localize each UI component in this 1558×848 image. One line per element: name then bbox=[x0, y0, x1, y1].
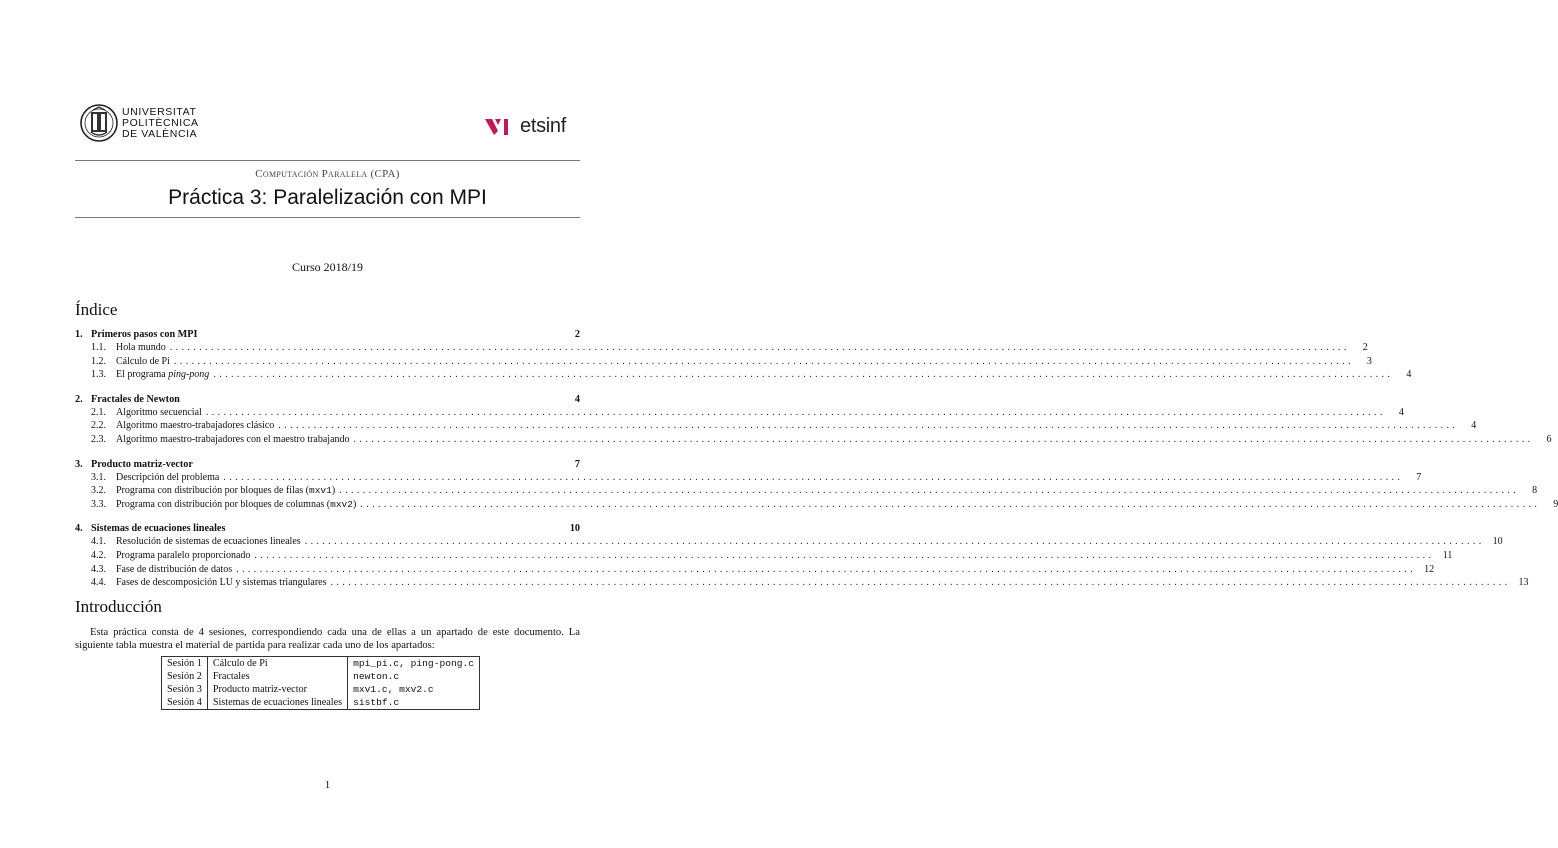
toc-entry-number: 2.2. bbox=[91, 420, 106, 432]
toc-leader-dots: ........................................................................................................................................................................................................ bbox=[304, 536, 1485, 548]
files-cell: newton.c bbox=[348, 670, 480, 683]
toc-entry-label: Fases de descomposición LU y sistemas triangulares bbox=[116, 577, 327, 589]
toc-leader-dots: ........................................................................................................................................................................................................ bbox=[353, 433, 1534, 445]
toc-section-title bbox=[75, 393, 180, 406]
toc-entry-number: 4.3. bbox=[91, 563, 106, 575]
toc-entry-number: 3.3. bbox=[91, 498, 106, 510]
toc-entry-label-code: mxv1 bbox=[309, 485, 332, 497]
toc-leader-dots: ........................................................................................................................................................................................................ bbox=[339, 485, 1520, 497]
sessions-table bbox=[161, 656, 480, 710]
course-name: Computación Paralela (CPA) bbox=[255, 168, 400, 180]
toc-section-title bbox=[75, 328, 198, 341]
toc-section-title bbox=[75, 458, 193, 471]
toc-leader-dots: ........................................................................................................................................................................................................ bbox=[278, 420, 1459, 432]
toc-entry-page: 4 bbox=[1471, 420, 1477, 432]
toc-entry-label bbox=[116, 498, 356, 512]
toc-leader-dots: ........................................................................................................................................................................................................ bbox=[205, 406, 1386, 418]
toc-entry-label: Programa paralelo proporcionado bbox=[116, 549, 251, 561]
toc-entry-label bbox=[116, 484, 335, 498]
toc-entry[interactable] bbox=[75, 535, 1503, 549]
toc-section-number: 4. bbox=[75, 523, 83, 535]
toc-entry-page: 4 bbox=[1398, 406, 1404, 418]
toc-heading: Índice bbox=[75, 300, 118, 319]
toc-entry[interactable] bbox=[75, 406, 1404, 420]
toc-section-page: 2 bbox=[574, 329, 580, 340]
toc-entry-page: 9 bbox=[1553, 498, 1558, 510]
files-cell: mxv1.c, mxv2.c bbox=[348, 683, 480, 696]
toc-entry-page: 6 bbox=[1546, 433, 1552, 445]
toc-entry-label: Descripción del problema bbox=[116, 471, 220, 483]
toc-section[interactable] bbox=[75, 328, 580, 341]
toc-leader-dots: ........................................................................................................................................................................................................ bbox=[236, 563, 1417, 575]
toc-section-group bbox=[75, 393, 1552, 447]
toc-section-page: 7 bbox=[574, 458, 580, 470]
toc-entry-label: Cálculo de Pi bbox=[116, 355, 170, 367]
upv-name bbox=[122, 107, 199, 140]
session-cell: Sesión 4 bbox=[162, 696, 208, 710]
upv-line-3: DE VALÈNCIA bbox=[122, 127, 198, 140]
toc-section-number: 2. bbox=[75, 393, 83, 405]
upv-line-1: UNIVERSITAT bbox=[122, 105, 197, 118]
toc-section-label: Fractales de Newton bbox=[91, 393, 180, 405]
header-rule-bottom bbox=[75, 217, 580, 218]
toc-entry-page: 4 bbox=[1406, 369, 1412, 381]
table-row bbox=[162, 696, 480, 710]
toc-entry-number: 3.1. bbox=[91, 471, 106, 483]
toc-section-group bbox=[75, 458, 1558, 512]
upv-logo bbox=[80, 102, 199, 144]
etsinf-mark-icon bbox=[485, 117, 515, 137]
academic-year: Curso 2018/19 bbox=[291, 260, 363, 274]
files-cell: sistbf.c bbox=[348, 696, 480, 710]
toc-entry-label-text: Programa con distribución por bloques de columnas ( bbox=[116, 498, 331, 510]
toc-leader-dots: ........................................................................................................................................................................................................ bbox=[254, 549, 1435, 561]
topic-cell: Sistemas de ecuaciones lineales bbox=[207, 696, 347, 710]
toc-leader-dots: ........................................................................................................................................................................................................ bbox=[213, 369, 1394, 381]
toc-entry[interactable] bbox=[75, 341, 1368, 355]
toc-entry-label-code: mxv2 bbox=[330, 498, 353, 510]
toc-entry[interactable] bbox=[75, 433, 1552, 447]
toc-entry-number: 1.3. bbox=[91, 369, 106, 381]
toc-section-page: 10 bbox=[569, 523, 580, 535]
toc-entry-label-suffix: ) bbox=[352, 498, 357, 510]
toc-leader-dots: ........................................................................................................................................................................................................ bbox=[169, 342, 1350, 353]
toc-entry-page: 7 bbox=[1416, 471, 1422, 483]
intro-heading: Introducción bbox=[75, 597, 162, 616]
session-cell: Sesión 3 bbox=[162, 683, 208, 696]
topic-cell: Producto matriz-vector bbox=[207, 683, 347, 696]
toc-entry-number: 4.4. bbox=[91, 577, 106, 589]
toc-section[interactable] bbox=[75, 393, 580, 406]
toc-entry-page: 13 bbox=[1518, 577, 1529, 589]
toc-entry-label bbox=[116, 368, 209, 382]
toc-section-label: Sistemas de ecuaciones lineales bbox=[91, 523, 226, 535]
session-cell: Sesión 2 bbox=[162, 670, 208, 683]
toc-entry-page: 12 bbox=[1424, 563, 1435, 575]
toc-section-label: Primeros pasos con MPI bbox=[91, 329, 198, 340]
toc-entry[interactable] bbox=[75, 549, 1453, 563]
topic-cell: Fractales bbox=[207, 670, 347, 683]
toc-section-group bbox=[75, 328, 1412, 382]
toc-entry-label-text: El programa bbox=[116, 369, 169, 381]
toc-entry-label: Algoritmo maestro-trabajadores con el maestro trabajando bbox=[116, 433, 350, 445]
toc-entry-label-emphasis: ping-pong bbox=[168, 369, 210, 381]
toc-entry-number: 1.1. bbox=[91, 342, 106, 353]
toc-section-label: Producto matriz-vector bbox=[91, 458, 193, 470]
toc-entry[interactable] bbox=[75, 368, 1412, 382]
intro-paragraph: Esta práctica consta de 4 sesiones, correspondiendo cada una de ellas a un apartado de este documento. La siguiente tabla muestra el material de partida para realizar cada uno de los apartados: bbox=[75, 627, 580, 651]
page-title: Práctica 3: Paralelización con MPI bbox=[168, 186, 487, 209]
files-cell: mpi_pi.c, ping-pong.c bbox=[348, 657, 480, 671]
toc-section[interactable] bbox=[75, 458, 580, 471]
table-of-contents bbox=[75, 328, 1558, 601]
toc-entry-number: 3.2. bbox=[91, 485, 106, 497]
toc-entry-label: Hola mundo bbox=[116, 342, 166, 353]
toc-section-number: 3. bbox=[75, 458, 83, 470]
session-cell: Sesión 1 bbox=[162, 657, 208, 671]
toc-entry-label: Algoritmo maestro-trabajadores clásico bbox=[116, 420, 275, 432]
toc-entry-number: 4.2. bbox=[91, 549, 106, 561]
toc-section[interactable] bbox=[75, 522, 580, 535]
toc-entry-number: 2.1. bbox=[91, 406, 106, 418]
table-row bbox=[162, 670, 480, 683]
upv-line-2: POLITÈCNICA bbox=[122, 116, 199, 129]
toc-entry-number: 1.2. bbox=[91, 355, 106, 367]
toc-leader-dots: ........................................................................................................................................................................................................ bbox=[330, 577, 1511, 589]
toc-entry[interactable] bbox=[75, 563, 1435, 577]
toc-entry-page: 10 bbox=[1492, 536, 1503, 548]
toc-entry[interactable] bbox=[75, 419, 1477, 433]
toc-leader-dots: ........................................................................................................................................................................................................ bbox=[173, 355, 1354, 367]
toc-entry-label: Fase de distribución de datos bbox=[116, 563, 233, 575]
topic-cell: Cálculo de Pi bbox=[207, 657, 347, 671]
toc-section-number: 1. bbox=[75, 329, 83, 340]
toc-entry[interactable] bbox=[75, 484, 1538, 498]
toc-entry[interactable] bbox=[75, 576, 1529, 590]
toc-entry-page: 11 bbox=[1442, 549, 1453, 561]
toc-entry-label: Algoritmo secuencial bbox=[116, 406, 202, 418]
toc-section-title bbox=[75, 522, 225, 535]
toc-entry-label-suffix: ) bbox=[331, 485, 336, 497]
page-number: 1 bbox=[324, 779, 331, 791]
toc-entry-page: 8 bbox=[1532, 485, 1538, 497]
toc-entry-number: 2.3. bbox=[91, 433, 106, 445]
etsinf-logo bbox=[485, 115, 566, 138]
toc-entry-number: 4.1. bbox=[91, 536, 106, 548]
toc-entry-label-text: Programa con distribución por bloques de filas ( bbox=[116, 485, 310, 497]
toc-entry-page: 2 bbox=[1362, 342, 1368, 353]
toc-leader-dots: ........................................................................................................................................................................................................ bbox=[223, 471, 1404, 483]
upv-crest-icon bbox=[80, 102, 118, 144]
toc-entry[interactable] bbox=[75, 498, 1558, 512]
table-row bbox=[162, 657, 480, 671]
toc-entry-label: Resolución de sistemas de ecuaciones lineales bbox=[116, 536, 301, 548]
toc-section-group bbox=[75, 522, 1529, 589]
toc-entry[interactable] bbox=[75, 471, 1422, 485]
etsinf-name: etsinf bbox=[520, 115, 567, 137]
toc-entry-page: 3 bbox=[1366, 355, 1372, 367]
toc-entry[interactable] bbox=[75, 355, 1372, 369]
header-rule-top bbox=[75, 160, 580, 161]
toc-section-page: 4 bbox=[574, 393, 580, 405]
toc-leader-dots: ........................................................................................................................................................................................................ bbox=[360, 498, 1541, 510]
table-row bbox=[162, 683, 480, 696]
